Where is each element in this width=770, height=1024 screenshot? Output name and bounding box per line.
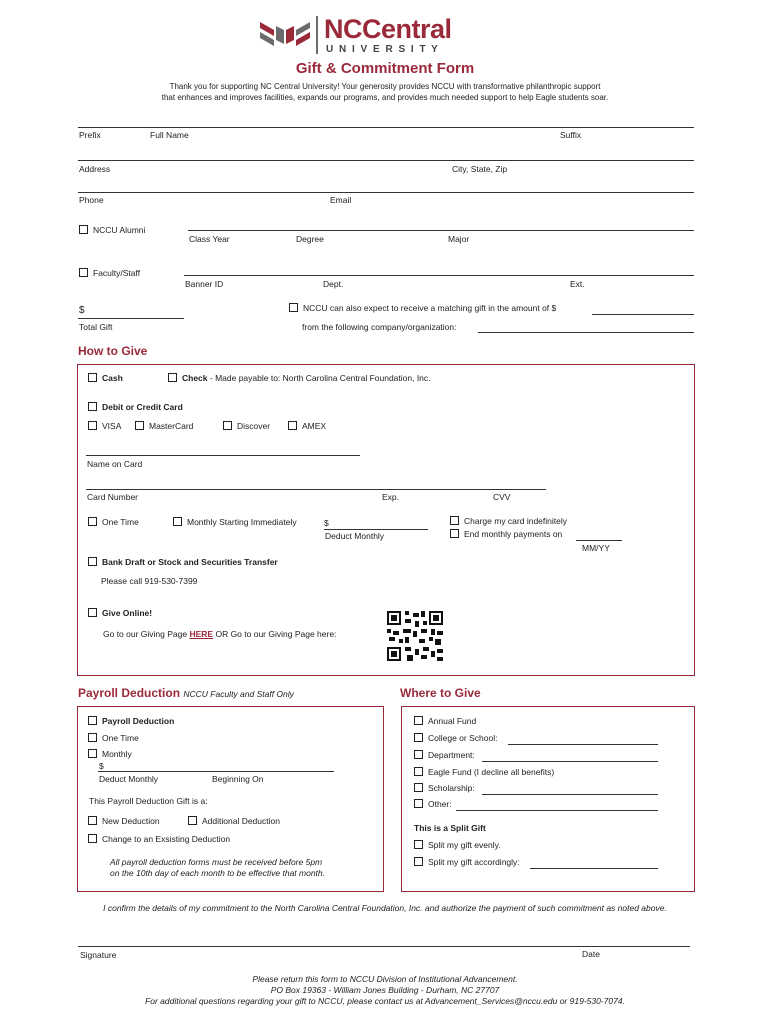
email-label: Email	[330, 195, 352, 205]
checkbox-icon	[414, 840, 423, 849]
department-checkbox[interactable]: Department:	[414, 750, 475, 760]
beginning-on-label: Beginning On	[212, 774, 264, 784]
card-number-line[interactable]	[86, 489, 546, 490]
check-checkbox[interactable]: Check - Made payable to: North Carolina Central Foundation, Inc.	[168, 373, 431, 383]
confirm-text: I confirm the details of my commitment to the North Carolina Central Foundation, Inc. and authorize the payment of such commitment as noted above.	[103, 903, 667, 913]
other-checkbox[interactable]: Other:	[414, 799, 452, 809]
card-checkbox[interactable]: Debit or Credit Card	[88, 402, 183, 412]
signature-label: Signature	[80, 950, 117, 960]
eagle-fund-checkbox[interactable]: Eagle Fund (I decline all benefits)	[414, 767, 554, 777]
mmyy-label: MM/YY	[582, 543, 610, 553]
department-line[interactable]	[482, 761, 658, 762]
checkbox-icon	[88, 402, 97, 411]
signature-line[interactable]	[78, 946, 690, 947]
card-number-label: Card Number	[87, 492, 139, 502]
checkbox-icon	[88, 557, 97, 566]
exp-label: Exp.	[382, 492, 400, 502]
how-to-give-heading: How to Give	[78, 344, 148, 358]
new-deduction-checkbox[interactable]: New Deduction	[88, 816, 160, 826]
faculty-staff-checkbox[interactable]: Faculty/Staff	[79, 268, 140, 278]
charge-indef-checkbox[interactable]: Charge my card indefinitely	[450, 516, 567, 526]
please-call-text: Please call 919-530-7399	[101, 576, 198, 586]
alumni-line[interactable]	[188, 230, 694, 231]
cash-checkbox[interactable]: Cash	[88, 373, 123, 383]
checkbox-icon	[88, 816, 97, 825]
payroll-one-time-checkbox[interactable]: One Time	[88, 733, 139, 743]
checkbox-icon	[289, 303, 298, 312]
split-evenly-checkbox[interactable]: Split my gift evenly.	[414, 840, 501, 850]
payroll-note-1: All payroll deduction forms must be received before 5pm	[110, 857, 323, 867]
checkbox-icon	[79, 268, 88, 277]
mastercard-checkbox[interactable]: MasterCard	[135, 421, 193, 431]
other-line[interactable]	[456, 810, 658, 811]
logo	[258, 14, 508, 58]
payroll-heading: Payroll Deduction NCCU Faculty and Staff Only	[78, 686, 294, 700]
one-time-checkbox[interactable]: One Time	[88, 517, 139, 527]
return-line-3: For additional questions regarding your gift to NCCU, please contact us at Advancement_Services@nccu.edu or 919-530-7074.	[145, 996, 625, 1006]
checkbox-icon	[88, 421, 97, 430]
checkbox-icon	[414, 750, 423, 759]
end-date-line[interactable]	[576, 540, 622, 541]
total-gift-line[interactable]	[78, 318, 184, 319]
class-year-label: Class Year	[189, 234, 230, 244]
annual-fund-checkbox[interactable]: Annual Fund	[414, 716, 476, 726]
payroll-note-2: on the 10th day of each month to be effective that month.	[110, 868, 326, 878]
checkbox-icon	[450, 529, 459, 538]
amex-checkbox[interactable]: AMEX	[288, 421, 326, 431]
end-monthly-checkbox[interactable]: End monthly payments on	[450, 529, 562, 539]
faculty-line[interactable]	[184, 275, 694, 276]
checkbox-icon	[88, 517, 97, 526]
discover-checkbox[interactable]: Discover	[223, 421, 270, 431]
address-label: Address	[79, 164, 111, 174]
matching-amount-line[interactable]	[592, 314, 694, 315]
intro-line-1: Thank you for supporting NC Central University! Your generosity provides NCCU with transformative philanthropic support	[169, 82, 601, 91]
company-label: from the following company/organization:	[302, 322, 457, 332]
where-heading: Where to Give	[400, 686, 481, 700]
degree-label: Degree	[296, 234, 324, 244]
checkbox-icon	[414, 799, 423, 808]
giving-page-text: Go to our Giving Page HERE OR Go to our Giving Page here:	[103, 629, 337, 639]
city-state-zip-label: City, State, Zip	[452, 164, 508, 174]
checkbox-icon	[414, 783, 423, 792]
intro-line-2: that enhances and improves facilities, expands our programs, and provides much needed support to help Eagle students soar.	[161, 93, 609, 102]
date-label: Date	[582, 949, 600, 959]
split-accordingly-line[interactable]	[530, 868, 658, 869]
split-gift-heading: This is a Split Gift	[414, 823, 486, 833]
logo-chevrons-icon	[258, 16, 312, 56]
checkbox-icon	[135, 421, 144, 430]
checkbox-icon	[88, 373, 97, 382]
logo-divider	[316, 16, 318, 54]
matching-checkbox[interactable]: NCCU can also expect to receive a matching gift in the amount of $	[289, 303, 556, 313]
alumni-checkbox[interactable]: NCCU Alumni	[79, 225, 145, 235]
logo-sub: U N I V E R S I T Y	[326, 44, 440, 55]
checkbox-icon	[450, 516, 459, 525]
name-on-card-label: Name on Card	[87, 459, 143, 469]
checkbox-icon	[88, 716, 97, 725]
checkbox-icon	[88, 749, 97, 758]
return-line-1: Please return this form to NCCU Division of Institutional Advancement.	[252, 974, 518, 984]
banner-id-label: Banner ID	[185, 279, 224, 289]
scholarship-checkbox[interactable]: Scholarship:	[414, 783, 475, 793]
payroll-amount-line[interactable]	[98, 771, 334, 772]
address-line[interactable]	[78, 160, 694, 161]
deduct-monthly-label: Deduct Monthly	[325, 531, 385, 541]
form-title: Gift & Commitment Form	[295, 60, 475, 77]
gift-is-label: This Payroll Deduction Gift is a:	[89, 796, 208, 806]
checkbox-icon	[88, 733, 97, 742]
name-line[interactable]	[78, 127, 694, 128]
total-gift-label: Total Gift	[79, 322, 113, 332]
checkbox-icon	[414, 857, 423, 866]
give-online-checkbox[interactable]: Give Online!	[88, 608, 152, 618]
checkbox-icon	[79, 225, 88, 234]
checkbox-icon	[88, 608, 97, 617]
monthly-amount-line[interactable]	[324, 529, 428, 530]
phone-email-line[interactable]	[78, 192, 694, 193]
scholarship-line[interactable]	[482, 794, 658, 795]
payroll-deduct-monthly-label: Deduct Monthly	[99, 774, 159, 784]
checkbox-icon	[414, 767, 423, 776]
giving-page-link[interactable]: HERE	[189, 629, 214, 639]
change-deduction-checkbox[interactable]: Change to an Exsisting Deduction	[88, 834, 230, 844]
return-line-2: PO Box 19363 - William Jones Building - Durham, NC 27707	[270, 985, 500, 995]
total-dollar-sign: $	[79, 305, 85, 316]
payroll-monthly-checkbox[interactable]: Monthly	[88, 749, 132, 759]
logo-word: NCCentral	[324, 14, 452, 44]
checkbox-icon	[223, 421, 232, 430]
cvv-label: CVV	[493, 492, 511, 502]
prefix-label: Prefix	[79, 130, 101, 140]
phone-label: Phone	[79, 195, 104, 205]
checkbox-icon	[414, 733, 423, 742]
monthly-dollar-sign: $	[324, 518, 329, 528]
checkbox-icon	[88, 834, 97, 843]
checkbox-icon	[288, 421, 297, 430]
checkbox-icon	[188, 816, 197, 825]
qr-code-icon	[387, 611, 443, 661]
checkbox-icon	[173, 517, 182, 526]
dept-label: Dept.	[323, 279, 344, 289]
bank-draft-checkbox[interactable]: Bank Draft or Stock and Securities Transfer	[88, 557, 278, 567]
checkbox-icon	[168, 373, 177, 382]
additional-deduction-checkbox[interactable]: Additional Deduction	[188, 816, 280, 826]
split-accordingly-checkbox[interactable]: Split my gift accordingly:	[414, 857, 520, 867]
major-label: Major	[448, 234, 470, 244]
full-name-label: Full Name	[150, 130, 189, 140]
visa-checkbox[interactable]: VISA	[88, 421, 121, 431]
ext-label: Ext.	[570, 279, 585, 289]
monthly-start-checkbox[interactable]: Monthly Starting Immediately	[173, 517, 297, 527]
suffix-label: Suffix	[560, 130, 582, 140]
payroll-dollar-sign: $	[99, 761, 104, 771]
college-line[interactable]	[508, 744, 658, 745]
company-line[interactable]	[478, 332, 694, 333]
checkbox-icon	[414, 716, 423, 725]
college-checkbox[interactable]: College or School:	[414, 733, 497, 743]
payroll-deduction-checkbox[interactable]: Payroll Deduction	[88, 716, 174, 726]
name-on-card-line[interactable]	[86, 455, 360, 456]
